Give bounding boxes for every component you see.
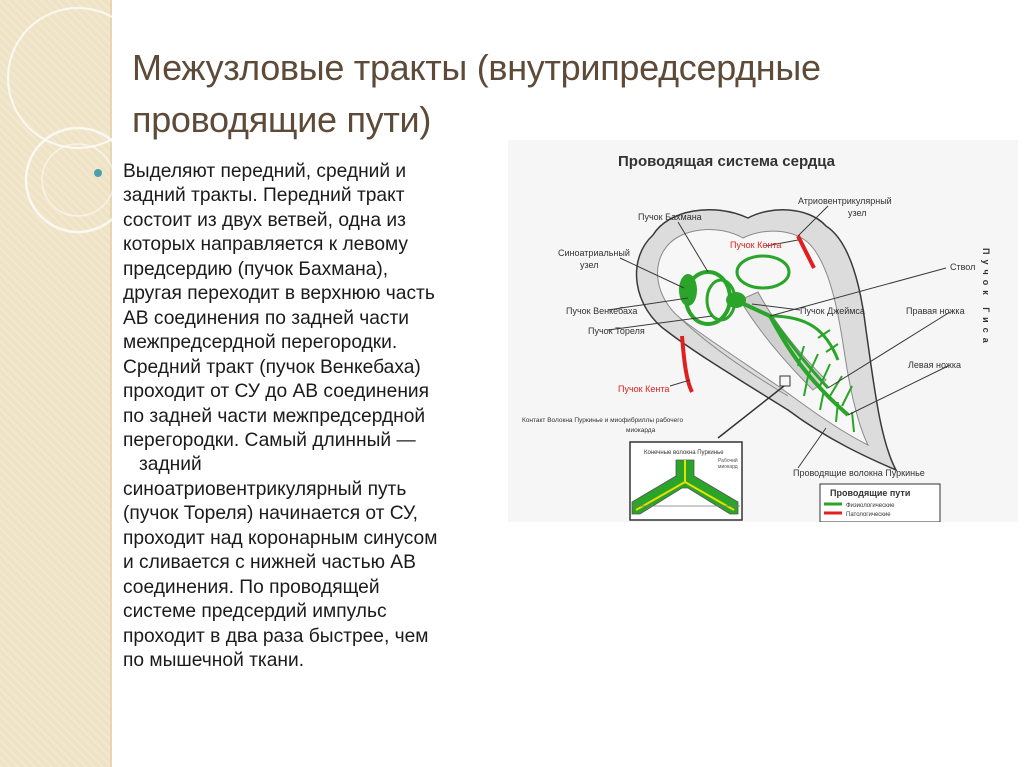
label-bachmann: Пучок Бахмана xyxy=(638,212,702,222)
label-thorel: Пучок Тореля xyxy=(588,326,645,336)
label-trunk: Ствол xyxy=(950,262,976,272)
sa-node xyxy=(679,274,697,306)
body-line: синоатриовентрикулярный путь xyxy=(123,478,407,500)
label-left-leg: Левая ножка xyxy=(908,360,962,370)
slide-title-line-2: проводящие пути) xyxy=(132,99,432,140)
body-line: межпредсердной перегородки. xyxy=(123,332,398,354)
body-line: перегородки. Самый длинный — xyxy=(123,429,416,451)
label-purkinje-fibers: Проводящие волокна Пуркинье xyxy=(793,468,925,478)
body-line: соединения. По проводящей xyxy=(123,576,380,598)
label-av-node-1: Атриовентрикулярный xyxy=(798,196,892,206)
body-line: состоит из двух ветвей, одна из xyxy=(123,209,406,231)
body-line: и сливается с нижней частью АВ xyxy=(123,552,416,574)
body-line: задний xyxy=(123,454,202,476)
legend-pathological: Патологические xyxy=(846,512,891,518)
av-node xyxy=(726,292,746,308)
body-line: предсердию (пучок Бахмана), xyxy=(123,258,389,280)
label-his-bundle: Пучок Гиса xyxy=(981,248,991,348)
label-terminal-purkinje: Конечные волокна Пуркинье xyxy=(644,450,724,456)
body-line: АВ соединения по задней части xyxy=(123,307,410,329)
bullet-marker xyxy=(94,169,102,177)
body-line: другая переходит в верхнюю часть xyxy=(123,283,435,305)
legend-physiological: Физиологические xyxy=(846,503,895,509)
label-james: Пучок Джеймса xyxy=(800,306,865,316)
body-line: системе предсердий импульс xyxy=(123,601,387,623)
body-line: которых направляется к левому xyxy=(123,234,408,256)
label-sa-node-1: Синоатриальный xyxy=(558,248,630,258)
body-line: проходит от СУ до АВ соединения xyxy=(123,381,430,403)
slide-title-line-1: Межузловые тракты (внутрипредсердные xyxy=(132,47,821,88)
body-line: Выделяют передний, средний и xyxy=(123,161,407,182)
label-sa-node-2: узел xyxy=(580,260,599,270)
slide-body-text xyxy=(123,160,523,674)
body-line: Средний тракт (пучок Венкебаха) xyxy=(123,356,421,378)
legend-title: Проводящие пути xyxy=(830,488,911,498)
label-inset-right-1: Рабочий xyxy=(718,458,738,464)
body-line: по задней части межпредсердной xyxy=(123,405,426,427)
legend xyxy=(820,484,940,522)
label-purkinje-contact-2: миокарда xyxy=(626,427,656,434)
label-wenckebach: Пучок Венкебаха xyxy=(566,306,638,316)
inset-pointer-line xyxy=(718,386,784,438)
body-line: проходит над коронарным синусом xyxy=(123,527,438,549)
diagram-svg xyxy=(508,140,1018,522)
label-inset-right-2: миокард xyxy=(718,464,738,470)
label-kent-bottom: Пучок Кента xyxy=(618,384,670,394)
body-line: задний тракты. Передний тракт xyxy=(123,185,405,207)
label-kent-top: Пучок Кента xyxy=(730,240,782,250)
purkinje-inset xyxy=(630,442,742,520)
heart-conduction-diagram xyxy=(508,140,1018,522)
label-purkinje-contact-1: Контакт Волокна Пуркинье и миофибриллы рабочего xyxy=(522,417,684,424)
body-line: проходит в два раза быстрее, чем xyxy=(123,625,429,647)
diagram-title: Проводящая система сердца xyxy=(618,153,836,170)
slide-title xyxy=(132,42,992,146)
decorative-circles xyxy=(0,0,140,260)
label-right-leg: Правая ножка xyxy=(906,306,965,316)
body-line: (пучок Тореля) начинается от СУ, xyxy=(123,503,418,525)
body-line: по мышечной ткани. xyxy=(123,650,305,672)
label-av-node-2: узел xyxy=(848,208,867,218)
